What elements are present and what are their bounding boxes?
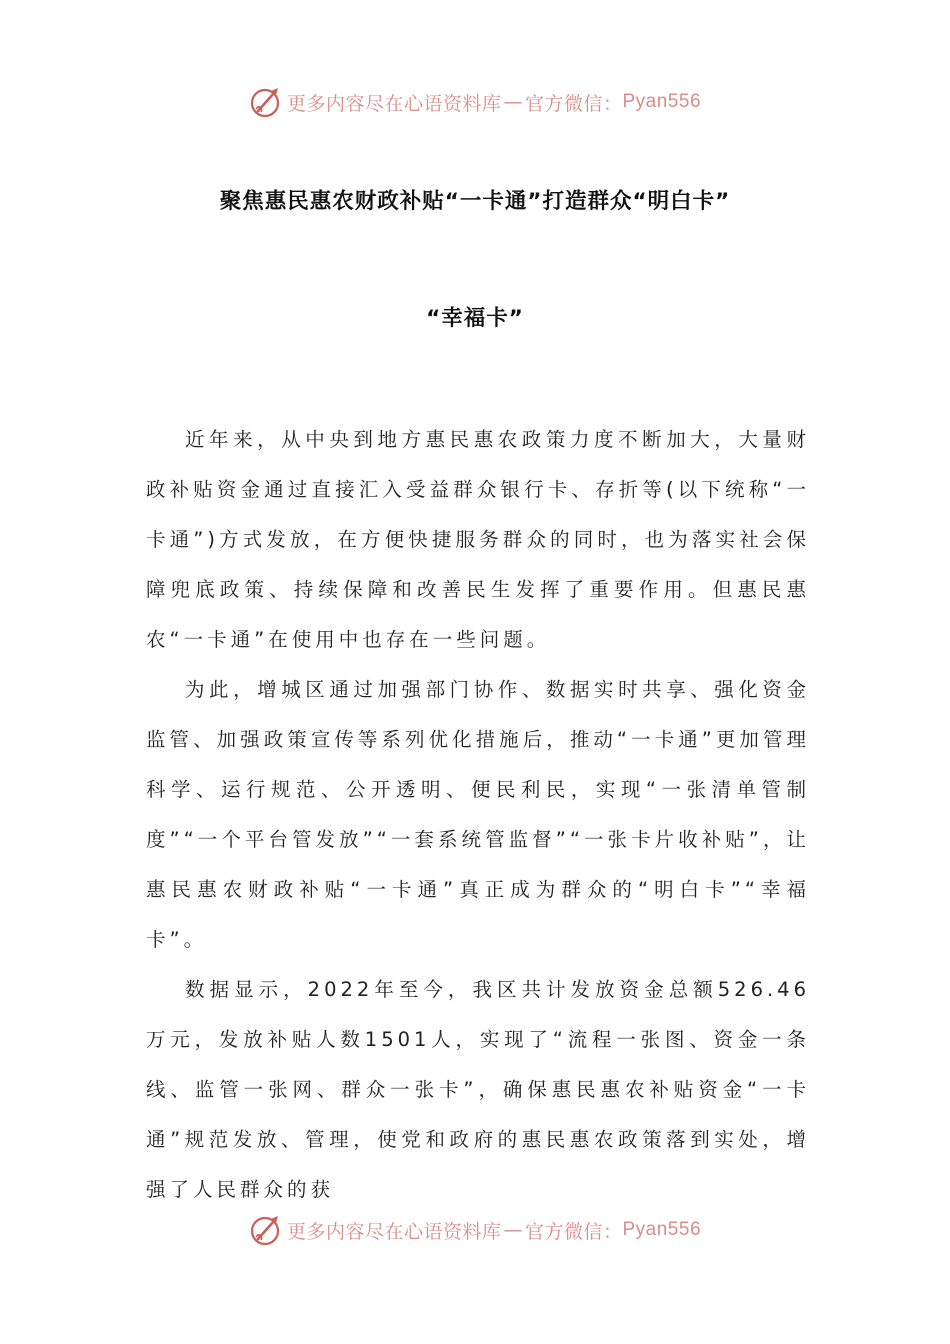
watermark-wechat-label: 官方微信： [524, 92, 623, 115]
paragraph: 为此，增城区通过加强部门协作、数据实时共享、强化资金监管、加强政策宣传等系列优化措施后，推动“一卡通”更加管理科学、运行规范、公开透明、便民利民，实现“一张清单管制度”“一个平台管发放”“一套系统管监督”“一张卡片收补贴”，让惠民惠农财政补贴“一卡通”真正成为群众的“明白卡”“幸福卡”。 [146, 678, 810, 951]
document-title-line1: 聚焦惠民惠农财政补贴“一卡通”打造群众“明白卡” [219, 189, 731, 214]
watermark-wechat-id: Pyan556 [622, 91, 702, 112]
header-watermark [0, 82, 950, 122]
watermark-separator: — [503, 1219, 523, 1241]
watermark-separator: — [503, 91, 523, 113]
watermark-wechat-id: Pyan556 [622, 1219, 702, 1240]
watermark-wechat-label: 官方微信： [524, 1220, 623, 1243]
pen-logo-icon [249, 85, 283, 119]
paragraph: 近年来，从中央到地方惠民惠农政策力度不断加大，大量财政补贴资金通过直接汇入受益群众银行卡、存折等(以下统称“一卡通”)方式发放，在方便快捷服务群众的同时，也为落实社会保障兜底政策、持续保障和改善民生发挥了重要作用。但惠民惠农“一卡通”在使用中也存在一些问题。 [146, 428, 810, 651]
document-title-line2: “幸福卡” [426, 306, 524, 331]
document-body [146, 415, 810, 1215]
watermark-text: 更多内容尽在心语资料库 [286, 92, 502, 115]
pen-logo-icon [249, 1213, 283, 1247]
paragraph: 数据显示，2022年至今，我区共计发放资金总额526.46万元，发放补贴人数1501人，实现了“流程一张图、资金一条线、监管一张网、群众一张卡”，确保惠民惠农补贴资金“一卡通”规范发放、管理，使党和政府的惠民惠农政策落到实处，增强了人民群众的获 [146, 978, 810, 1201]
watermark-text: 更多内容尽在心语资料库 [286, 1220, 502, 1243]
footer-watermark [0, 1210, 950, 1250]
